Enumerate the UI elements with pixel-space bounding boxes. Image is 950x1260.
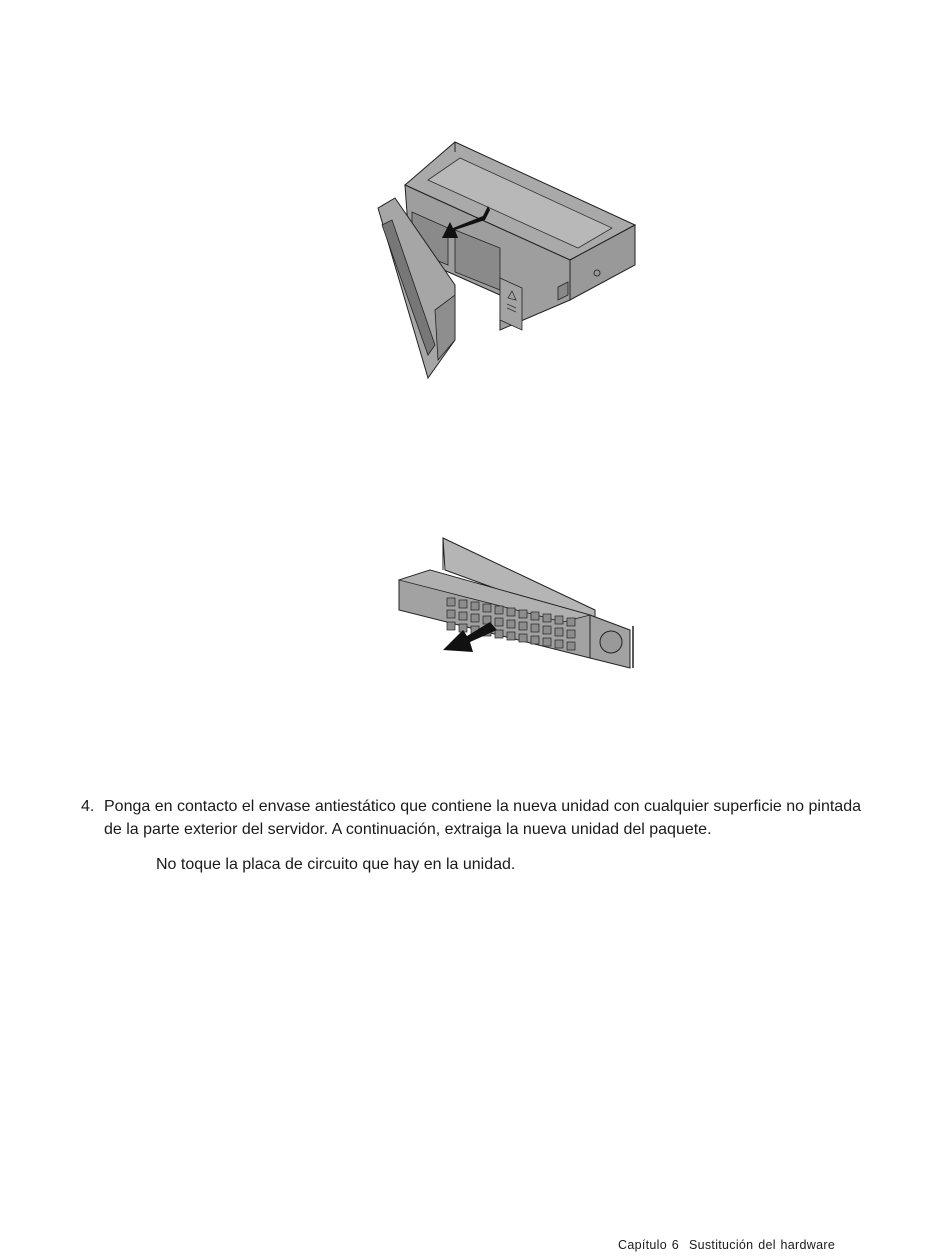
step-text: Ponga en contacto el envase antiestático que contiene la nueva unidad con cualquier superficie no pintada de la parte exterior del servidor. A continuación, extraiga la nueva unidad del paquete. bbox=[104, 798, 861, 838]
drive-tray-removal-illustration bbox=[350, 130, 650, 390]
page-footer bbox=[618, 1237, 835, 1253]
caution-note: No toque la placa de circuito que hay en la unidad. bbox=[156, 856, 516, 873]
step-number: 4. bbox=[81, 798, 95, 815]
footer-chapter: Capítulo 6 bbox=[618, 1238, 679, 1252]
footer-title: Sustitución del hardware bbox=[688, 1238, 836, 1252]
instruction-step bbox=[81, 795, 881, 841]
filler-panel-removal-illustration bbox=[385, 530, 645, 680]
